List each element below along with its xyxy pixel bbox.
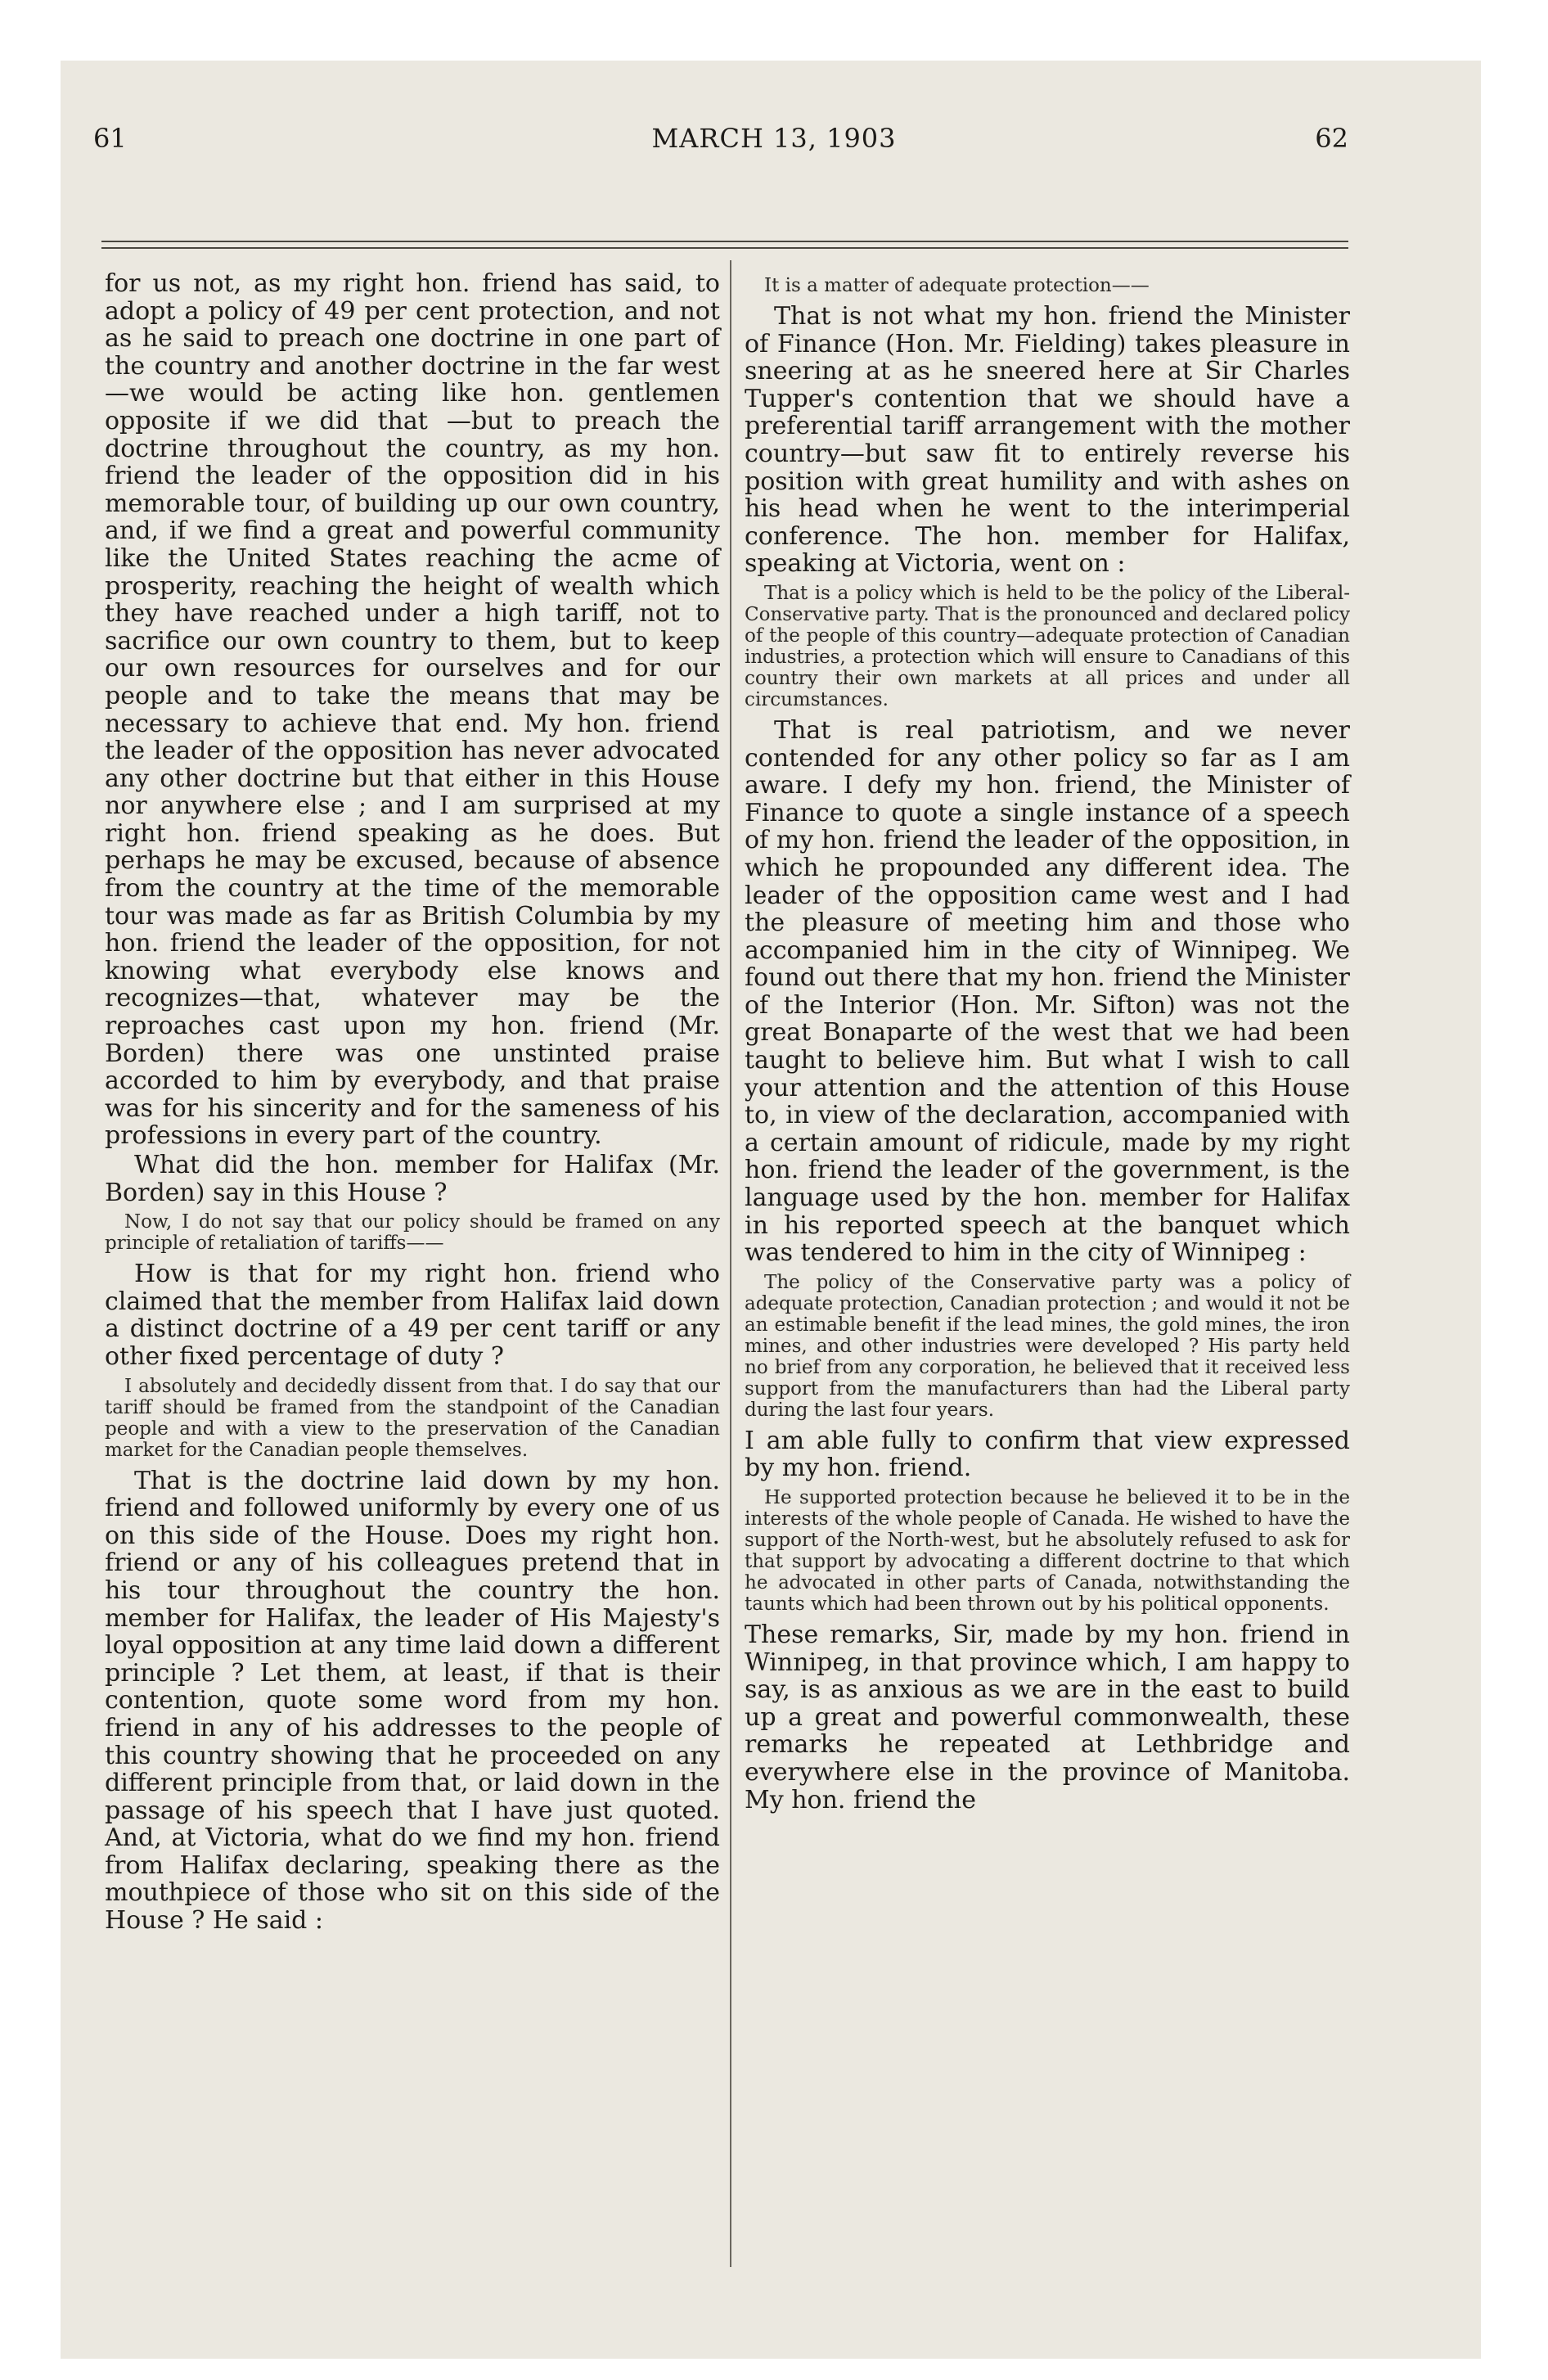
quotation: He supported protection because he believed it to be in the interests of the whole people of Canada. He wished to have the support of the North-west, but he absolutely refused to ask for that support by advocating a different doctrine to that which he advocated in other parts of Canada, notwithstanding the taunts which had been thrown out by his political opponents. <box>745 1487 1350 1615</box>
page-number-right: 62 <box>1315 123 1348 154</box>
quotation: That is a policy which is held to be the policy of the Liberal-Conservative party. That is the pronounced and declared policy of the people of this country—adequate protection of Canadian industries, a protection which will ensure to Canadians of this country their own markets at all prices and under all circumstances. <box>745 582 1351 710</box>
quotation: The policy of the Conservative party was a policy of adequate protection, Canadian protection ; and would it not be an estimable benefit if the lead mines, the gold mines, the iron mines, and other industries were developed ? His party held no brief from any corporation, he believed that it received less support from the manufacturers than had the Liberal party during the last four years. <box>745 1271 1350 1421</box>
right-column <box>745 270 1350 1814</box>
paragraph: What did the hon. member for Halifax (Mr. Borden) say in this House ? <box>105 1151 720 1207</box>
quotation: It is a matter of adequate protection—— <box>764 275 1150 296</box>
paragraph: These remarks, Sir, made by my hon. friend in Winnipeg, in that province which, I am happy to say, is as anxious as we are in the east to build up a great and powerful commonwealth, these remarks he repeated at Lethbridge and everywhere else in the province of Manitoba. My hon. friend the <box>745 1620 1350 1814</box>
page-number-left: 61 <box>93 123 127 154</box>
header-rule-bottom <box>101 247 1348 249</box>
left-column <box>105 270 720 1935</box>
page-date: MARCH 13, 1903 <box>651 123 897 154</box>
paragraph: I am able fully to confirm that view expressed by my hon. friend. <box>745 1426 1350 1483</box>
header-rule-top <box>101 241 1348 242</box>
paragraph: for us not, as my right hon. friend has said, to adopt a policy of 49 per cent protection, and not as he said to preach one doctrine in one part of the country and another doctrine in the far west—we would be acting like hon. gentlemen opposite if we did that —but to preach the doctrine throughout the country, as my hon. friend the leader of the opposition did in his memorable tour, of building up our own country, and, if we find a great and powerful community like the United States reaching the acme of prosperity, reaching the height of wealth which they have reached under a high tariff, not to sacrifice our own country to them, but to keep our own resources for ourselves and for our people and to take the means that may be necessary to achieve that end. My hon. friend the leader of the opposition has never advocated any other doctrine but that either in this House nor anywhere else ; and I am surprised at my right hon. friend speaking as he does. But perhaps he may be excused, because of absence from the country at the time of the memorable tour was made as far as British Columbia by my hon. friend the leader of the opposition, for not knowing what everybody else knows and recognizes—that, whatever may be the reproaches cast upon my hon. friend (Mr. Borden) there was one unstinted praise accorded to him by everybody, and that praise was for his sincerity and for the sameness of his professions in every part of the country. <box>105 269 720 1151</box>
paragraph: That is real patriotism, and we never contended for any other policy so far as I am aware. I defy my hon. friend, the Minister of Finance to quote a single instance of a speech of my hon. friend the leader of the opposition, in which he propounded any different idea. The leader of the opposition came west and I had the pleasure of meeting him and those who accompanied him in the city of Winnipeg. We found out there that my hon. friend the Minister of the Interior (Hon. Mr. Sifton) was not the great Bonaparte of the west that we had been taught to believe him. But what I wish to call your attention and the attention of this House to, in view of the declaration, accompanied with a certain amount of ridicule, made by my right hon. friend the leader of the government, is the language used by the hon. member for Halifax in his reported speech at the banquet which was tendered to him in the city of Winnipeg : <box>745 715 1350 1268</box>
column-divider <box>730 260 731 2267</box>
paragraph: That is the doctrine laid down by my hon. friend and followed uniformly by every one of us on this side of the House. Does my right hon. friend or any of his colleagues pretend that in his tour throughout the country the hon. member for Halifax, the leader of His Majesty's loyal opposition at any time laid down a different principle ? Let them, at least, if that is their contention, quote some word from my hon. friend in any of his addresses to the people of this country showing that he proceeded on any different principle from that, or laid down in the passage of his speech that I have just quoted. And, at Victoria, what do we find my hon. friend from Halifax declaring, speaking there as the mouthpiece of those who sit on this side of the House ? He said : <box>105 1466 720 1936</box>
quotation: Now, I do not say that our policy should be framed on any principle of retaliation of tariffs—— <box>105 1211 720 1255</box>
paragraph: That is not what my hon. friend the Minister of Finance (Hon. Mr. Fielding) takes pleasure in sneering at as he sneered here at Sir Charles Tupper's contention that we should have a preferential tariff arrangement with the mother country—but saw fit to entirely reverse his position with great humility and with ashes on his head when he went to the interimperial conference. The hon. member for Halifax, speaking at Victoria, went on : <box>745 302 1350 579</box>
quotation: I absolutely and decidedly dissent from that. I do say that our tariff should be framed from the standpoint of the Canadian people and with a view to the preservation of the Canadian market for the Canadian people themselves. <box>105 1375 720 1461</box>
paragraph: How is that for my right hon. friend who claimed that the member from Halifax laid down a distinct doctrine of a 49 per cent tariff or any other fixed percentage of duty ? <box>105 1260 720 1371</box>
page-header <box>0 123 1548 172</box>
